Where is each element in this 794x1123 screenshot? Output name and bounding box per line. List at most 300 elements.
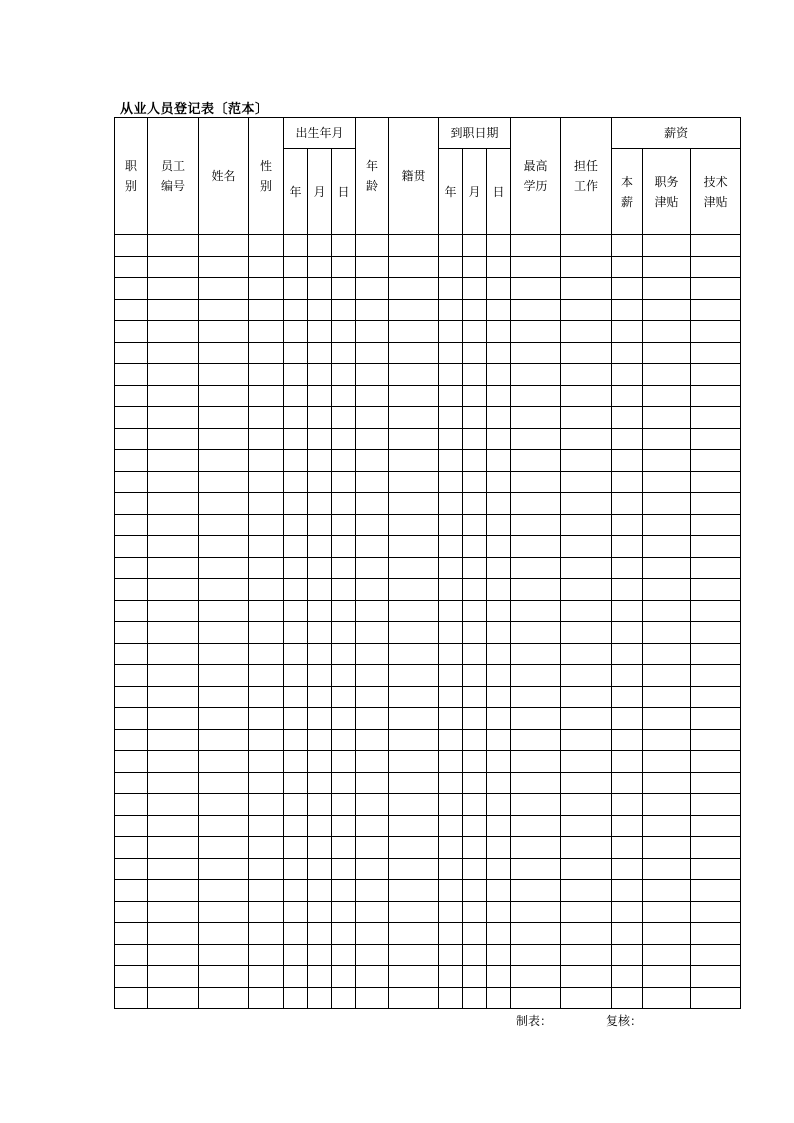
table-cell[interactable] <box>511 364 561 386</box>
table-cell[interactable] <box>487 794 511 816</box>
table-cell[interactable] <box>463 428 487 450</box>
table-cell[interactable] <box>612 514 643 536</box>
table-cell[interactable] <box>439 428 463 450</box>
table-cell[interactable] <box>249 923 284 945</box>
table-cell[interactable] <box>643 407 691 429</box>
table-cell[interactable] <box>511 428 561 450</box>
table-cell[interactable] <box>308 923 332 945</box>
table-cell[interactable] <box>115 450 148 472</box>
table-cell[interactable] <box>463 686 487 708</box>
table-cell[interactable] <box>284 493 308 515</box>
table-cell[interactable] <box>561 686 612 708</box>
table-cell[interactable] <box>284 708 308 730</box>
table-cell[interactable] <box>332 536 356 558</box>
table-cell[interactable] <box>199 880 249 902</box>
table-cell[interactable] <box>332 514 356 536</box>
table-cell[interactable] <box>249 364 284 386</box>
table-cell[interactable] <box>284 751 308 773</box>
table-cell[interactable] <box>439 987 463 1009</box>
table-cell[interactable] <box>148 923 199 945</box>
table-cell[interactable] <box>487 450 511 472</box>
table-cell[interactable] <box>463 256 487 278</box>
table-cell[interactable] <box>332 579 356 601</box>
table-cell[interactable] <box>463 858 487 880</box>
table-cell[interactable] <box>487 901 511 923</box>
table-cell[interactable] <box>561 966 612 988</box>
table-cell[interactable] <box>356 256 389 278</box>
table-cell[interactable] <box>463 815 487 837</box>
table-cell[interactable] <box>511 514 561 536</box>
table-cell[interactable] <box>612 686 643 708</box>
table-cell[interactable] <box>308 837 332 859</box>
table-cell[interactable] <box>148 665 199 687</box>
table-cell[interactable] <box>249 579 284 601</box>
table-cell[interactable] <box>389 407 439 429</box>
table-cell[interactable] <box>561 643 612 665</box>
table-cell[interactable] <box>463 278 487 300</box>
table-cell[interactable] <box>439 235 463 257</box>
table-cell[interactable] <box>643 686 691 708</box>
table-cell[interactable] <box>511 471 561 493</box>
table-cell[interactable] <box>463 622 487 644</box>
table-cell[interactable] <box>308 966 332 988</box>
table-cell[interactable] <box>389 858 439 880</box>
table-cell[interactable] <box>148 772 199 794</box>
table-cell[interactable] <box>148 471 199 493</box>
table-cell[interactable] <box>511 321 561 343</box>
table-cell[interactable] <box>308 364 332 386</box>
table-cell[interactable] <box>511 622 561 644</box>
table-cell[interactable] <box>691 557 741 579</box>
table-cell[interactable] <box>439 450 463 472</box>
table-cell[interactable] <box>463 751 487 773</box>
table-cell[interactable] <box>356 987 389 1009</box>
table-cell[interactable] <box>284 815 308 837</box>
table-cell[interactable] <box>643 708 691 730</box>
table-cell[interactable] <box>463 235 487 257</box>
table-cell[interactable] <box>439 278 463 300</box>
table-cell[interactable] <box>308 557 332 579</box>
table-cell[interactable] <box>308 493 332 515</box>
table-cell[interactable] <box>691 815 741 837</box>
table-cell[interactable] <box>148 536 199 558</box>
table-cell[interactable] <box>487 966 511 988</box>
table-cell[interactable] <box>356 901 389 923</box>
table-cell[interactable] <box>389 600 439 622</box>
table-cell[interactable] <box>356 450 389 472</box>
table-cell[interactable] <box>249 428 284 450</box>
table-cell[interactable] <box>487 235 511 257</box>
table-cell[interactable] <box>389 493 439 515</box>
table-cell[interactable] <box>356 751 389 773</box>
table-cell[interactable] <box>439 858 463 880</box>
table-cell[interactable] <box>511 944 561 966</box>
table-cell[interactable] <box>612 579 643 601</box>
table-cell[interactable] <box>284 944 308 966</box>
table-cell[interactable] <box>439 407 463 429</box>
table-cell[interactable] <box>487 858 511 880</box>
table-cell[interactable] <box>148 966 199 988</box>
table-cell[interactable] <box>389 536 439 558</box>
table-cell[interactable] <box>332 643 356 665</box>
table-cell[interactable] <box>439 643 463 665</box>
table-cell[interactable] <box>612 987 643 1009</box>
table-cell[interactable] <box>249 729 284 751</box>
table-cell[interactable] <box>643 299 691 321</box>
table-cell[interactable] <box>561 299 612 321</box>
table-cell[interactable] <box>389 772 439 794</box>
table-cell[interactable] <box>356 815 389 837</box>
table-cell[interactable] <box>643 342 691 364</box>
table-cell[interactable] <box>148 321 199 343</box>
table-cell[interactable] <box>561 708 612 730</box>
table-cell[interactable] <box>463 536 487 558</box>
table-cell[interactable] <box>249 708 284 730</box>
table-cell[interactable] <box>691 385 741 407</box>
table-cell[interactable] <box>511 557 561 579</box>
table-cell[interactable] <box>389 901 439 923</box>
table-cell[interactable] <box>463 385 487 407</box>
table-cell[interactable] <box>148 815 199 837</box>
table-cell[interactable] <box>643 235 691 257</box>
table-cell[interactable] <box>332 471 356 493</box>
table-cell[interactable] <box>308 901 332 923</box>
table-cell[interactable] <box>332 600 356 622</box>
table-cell[interactable] <box>511 794 561 816</box>
table-cell[interactable] <box>308 428 332 450</box>
table-cell[interactable] <box>643 385 691 407</box>
table-cell[interactable] <box>199 536 249 558</box>
table-cell[interactable] <box>643 428 691 450</box>
table-cell[interactable] <box>691 751 741 773</box>
table-cell[interactable] <box>308 729 332 751</box>
table-cell[interactable] <box>643 622 691 644</box>
table-cell[interactable] <box>199 751 249 773</box>
table-cell[interactable] <box>463 450 487 472</box>
table-cell[interactable] <box>115 923 148 945</box>
table-cell[interactable] <box>249 966 284 988</box>
table-cell[interactable] <box>487 471 511 493</box>
table-cell[interactable] <box>332 321 356 343</box>
table-cell[interactable] <box>249 342 284 364</box>
table-cell[interactable] <box>511 600 561 622</box>
table-cell[interactable] <box>612 643 643 665</box>
table-cell[interactable] <box>284 923 308 945</box>
table-cell[interactable] <box>691 471 741 493</box>
table-cell[interactable] <box>284 278 308 300</box>
table-cell[interactable] <box>148 364 199 386</box>
table-cell[interactable] <box>249 385 284 407</box>
table-cell[interactable] <box>332 729 356 751</box>
table-cell[interactable] <box>115 364 148 386</box>
table-cell[interactable] <box>463 493 487 515</box>
table-cell[interactable] <box>389 815 439 837</box>
table-cell[interactable] <box>308 321 332 343</box>
table-cell[interactable] <box>691 364 741 386</box>
table-cell[interactable] <box>356 708 389 730</box>
table-cell[interactable] <box>249 880 284 902</box>
table-cell[interactable] <box>332 966 356 988</box>
table-cell[interactable] <box>487 385 511 407</box>
table-cell[interactable] <box>439 966 463 988</box>
table-cell[interactable] <box>148 751 199 773</box>
table-cell[interactable] <box>389 579 439 601</box>
table-cell[interactable] <box>115 471 148 493</box>
table-cell[interactable] <box>439 579 463 601</box>
table-cell[interactable] <box>463 471 487 493</box>
table-cell[interactable] <box>612 901 643 923</box>
table-cell[interactable] <box>511 299 561 321</box>
table-cell[interactable] <box>643 880 691 902</box>
table-cell[interactable] <box>511 772 561 794</box>
table-cell[interactable] <box>199 321 249 343</box>
table-cell[interactable] <box>511 880 561 902</box>
table-cell[interactable] <box>487 837 511 859</box>
table-cell[interactable] <box>643 471 691 493</box>
table-cell[interactable] <box>115 321 148 343</box>
table-cell[interactable] <box>115 622 148 644</box>
table-cell[interactable] <box>249 815 284 837</box>
table-cell[interactable] <box>439 944 463 966</box>
table-cell[interactable] <box>284 342 308 364</box>
table-cell[interactable] <box>439 493 463 515</box>
table-cell[interactable] <box>561 858 612 880</box>
table-cell[interactable] <box>612 794 643 816</box>
table-cell[interactable] <box>691 428 741 450</box>
table-cell[interactable] <box>284 321 308 343</box>
table-cell[interactable] <box>561 665 612 687</box>
table-cell[interactable] <box>463 837 487 859</box>
table-cell[interactable] <box>332 686 356 708</box>
table-cell[interactable] <box>612 256 643 278</box>
table-cell[interactable] <box>511 665 561 687</box>
table-cell[interactable] <box>249 837 284 859</box>
table-cell[interactable] <box>561 837 612 859</box>
table-cell[interactable] <box>487 514 511 536</box>
table-cell[interactable] <box>612 557 643 579</box>
table-cell[interactable] <box>439 708 463 730</box>
table-cell[interactable] <box>356 579 389 601</box>
table-cell[interactable] <box>691 966 741 988</box>
table-cell[interactable] <box>463 600 487 622</box>
table-cell[interactable] <box>308 278 332 300</box>
table-cell[interactable] <box>612 600 643 622</box>
table-cell[interactable] <box>439 536 463 558</box>
table-cell[interactable] <box>356 966 389 988</box>
table-cell[interactable] <box>148 708 199 730</box>
table-cell[interactable] <box>284 858 308 880</box>
table-cell[interactable] <box>463 321 487 343</box>
table-cell[interactable] <box>643 536 691 558</box>
table-cell[interactable] <box>199 944 249 966</box>
table-cell[interactable] <box>249 493 284 515</box>
table-cell[interactable] <box>612 471 643 493</box>
table-cell[interactable] <box>439 321 463 343</box>
table-cell[interactable] <box>199 794 249 816</box>
table-cell[interactable] <box>511 987 561 1009</box>
table-cell[interactable] <box>389 471 439 493</box>
table-cell[interactable] <box>561 321 612 343</box>
table-cell[interactable] <box>115 858 148 880</box>
table-cell[interactable] <box>643 751 691 773</box>
table-cell[interactable] <box>308 858 332 880</box>
table-cell[interactable] <box>332 557 356 579</box>
table-cell[interactable] <box>612 235 643 257</box>
table-cell[interactable] <box>463 364 487 386</box>
table-cell[interactable] <box>463 923 487 945</box>
table-cell[interactable] <box>308 407 332 429</box>
table-cell[interactable] <box>643 256 691 278</box>
table-cell[interactable] <box>691 923 741 945</box>
table-cell[interactable] <box>487 600 511 622</box>
table-cell[interactable] <box>561 815 612 837</box>
table-cell[interactable] <box>199 708 249 730</box>
table-cell[interactable] <box>356 600 389 622</box>
table-cell[interactable] <box>389 278 439 300</box>
table-cell[interactable] <box>332 622 356 644</box>
table-cell[interactable] <box>284 235 308 257</box>
table-cell[interactable] <box>332 772 356 794</box>
table-cell[interactable] <box>487 708 511 730</box>
table-cell[interactable] <box>643 321 691 343</box>
table-cell[interactable] <box>115 751 148 773</box>
table-cell[interactable] <box>511 256 561 278</box>
table-cell[interactable] <box>115 557 148 579</box>
table-cell[interactable] <box>612 385 643 407</box>
table-cell[interactable] <box>439 751 463 773</box>
table-cell[interactable] <box>691 278 741 300</box>
table-cell[interactable] <box>612 493 643 515</box>
table-cell[interactable] <box>308 342 332 364</box>
table-cell[interactable] <box>115 944 148 966</box>
table-cell[interactable] <box>199 428 249 450</box>
table-cell[interactable] <box>487 299 511 321</box>
table-cell[interactable] <box>332 256 356 278</box>
table-cell[interactable] <box>691 256 741 278</box>
table-cell[interactable] <box>691 600 741 622</box>
table-cell[interactable] <box>511 450 561 472</box>
table-cell[interactable] <box>487 579 511 601</box>
table-cell[interactable] <box>389 557 439 579</box>
table-cell[interactable] <box>439 514 463 536</box>
table-cell[interactable] <box>463 342 487 364</box>
table-cell[interactable] <box>199 407 249 429</box>
table-cell[interactable] <box>308 600 332 622</box>
table-cell[interactable] <box>389 987 439 1009</box>
table-cell[interactable] <box>249 686 284 708</box>
table-cell[interactable] <box>511 751 561 773</box>
table-cell[interactable] <box>561 407 612 429</box>
table-cell[interactable] <box>332 299 356 321</box>
table-cell[interactable] <box>249 600 284 622</box>
table-cell[interactable] <box>561 428 612 450</box>
table-cell[interactable] <box>561 493 612 515</box>
table-cell[interactable] <box>356 923 389 945</box>
table-cell[interactable] <box>249 772 284 794</box>
table-cell[interactable] <box>612 428 643 450</box>
table-cell[interactable] <box>332 407 356 429</box>
table-cell[interactable] <box>691 794 741 816</box>
table-cell[interactable] <box>284 686 308 708</box>
table-cell[interactable] <box>115 256 148 278</box>
table-cell[interactable] <box>249 901 284 923</box>
table-cell[interactable] <box>561 557 612 579</box>
table-cell[interactable] <box>439 901 463 923</box>
table-cell[interactable] <box>389 256 439 278</box>
table-cell[interactable] <box>643 772 691 794</box>
table-cell[interactable] <box>308 256 332 278</box>
table-cell[interactable] <box>115 987 148 1009</box>
table-cell[interactable] <box>691 407 741 429</box>
table-cell[interactable] <box>612 622 643 644</box>
table-cell[interactable] <box>332 901 356 923</box>
table-cell[interactable] <box>332 880 356 902</box>
table-cell[interactable] <box>389 385 439 407</box>
table-cell[interactable] <box>199 385 249 407</box>
table-cell[interactable] <box>148 299 199 321</box>
table-cell[interactable] <box>308 708 332 730</box>
table-cell[interactable] <box>115 342 148 364</box>
table-cell[interactable] <box>561 471 612 493</box>
table-cell[interactable] <box>439 880 463 902</box>
table-cell[interactable] <box>643 450 691 472</box>
table-cell[interactable] <box>643 493 691 515</box>
table-cell[interactable] <box>148 600 199 622</box>
table-cell[interactable] <box>249 557 284 579</box>
table-cell[interactable] <box>691 579 741 601</box>
table-cell[interactable] <box>356 364 389 386</box>
table-cell[interactable] <box>487 772 511 794</box>
table-cell[interactable] <box>284 901 308 923</box>
table-cell[interactable] <box>612 751 643 773</box>
table-cell[interactable] <box>511 493 561 515</box>
table-cell[interactable] <box>389 622 439 644</box>
table-cell[interactable] <box>199 837 249 859</box>
table-cell[interactable] <box>249 987 284 1009</box>
table-cell[interactable] <box>561 901 612 923</box>
table-cell[interactable] <box>463 514 487 536</box>
table-cell[interactable] <box>561 536 612 558</box>
table-cell[interactable] <box>115 428 148 450</box>
table-cell[interactable] <box>356 837 389 859</box>
table-cell[interactable] <box>561 944 612 966</box>
table-cell[interactable] <box>308 579 332 601</box>
table-cell[interactable] <box>643 729 691 751</box>
table-cell[interactable] <box>487 751 511 773</box>
table-cell[interactable] <box>356 235 389 257</box>
table-cell[interactable] <box>249 407 284 429</box>
table-cell[interactable] <box>199 987 249 1009</box>
table-cell[interactable] <box>356 729 389 751</box>
table-cell[interactable] <box>356 493 389 515</box>
table-cell[interactable] <box>691 880 741 902</box>
table-cell[interactable] <box>249 858 284 880</box>
table-cell[interactable] <box>249 622 284 644</box>
table-cell[interactable] <box>511 815 561 837</box>
table-cell[interactable] <box>389 708 439 730</box>
table-cell[interactable] <box>511 901 561 923</box>
table-cell[interactable] <box>487 364 511 386</box>
table-cell[interactable] <box>439 772 463 794</box>
table-cell[interactable] <box>511 579 561 601</box>
table-cell[interactable] <box>439 665 463 687</box>
table-cell[interactable] <box>199 579 249 601</box>
table-cell[interactable] <box>284 471 308 493</box>
table-cell[interactable] <box>332 278 356 300</box>
table-cell[interactable] <box>691 235 741 257</box>
table-cell[interactable] <box>691 321 741 343</box>
table-cell[interactable] <box>356 385 389 407</box>
